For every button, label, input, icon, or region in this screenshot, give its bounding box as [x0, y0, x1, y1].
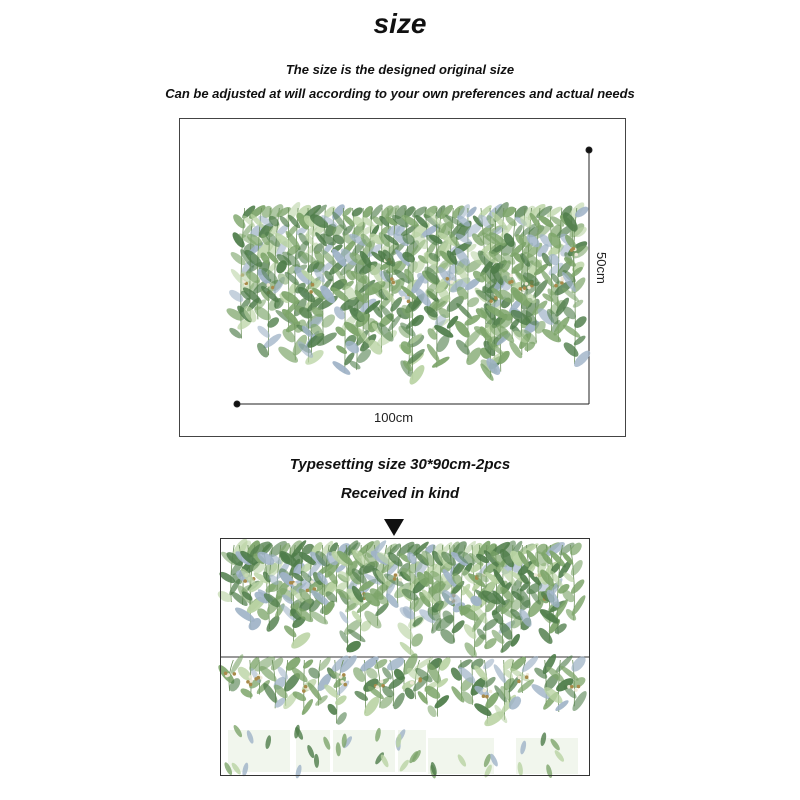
berry	[407, 300, 411, 304]
subtitle-line-1: The size is the designed original size	[285, 62, 515, 77]
berry	[402, 296, 406, 300]
berry	[574, 253, 578, 257]
berry	[518, 287, 522, 291]
berry	[390, 277, 394, 281]
berry	[489, 299, 493, 303]
berry	[450, 280, 454, 284]
berry	[309, 290, 313, 294]
berry	[446, 277, 450, 281]
width-label: 100cm	[374, 410, 414, 425]
berry	[311, 283, 315, 287]
berry	[267, 283, 271, 287]
foliage-illustration	[225, 200, 593, 387]
berry	[571, 247, 575, 251]
down-triangle-icon	[384, 519, 404, 536]
received-sheets-frame	[220, 538, 590, 776]
berry	[509, 274, 513, 278]
berry	[561, 278, 565, 282]
berry	[391, 281, 395, 285]
berry	[510, 280, 514, 284]
berry	[523, 286, 527, 290]
received-in-kind: Received in kind	[340, 485, 460, 502]
page-title: size	[373, 8, 427, 39]
berry	[554, 284, 558, 288]
subtitle-line-2: Can be adjusted at will according to your own preferences and actual needs	[165, 86, 635, 101]
height-label: 50cm	[594, 252, 609, 284]
typesetting-size: Typesetting size 30*90cm-2pcs	[289, 456, 511, 473]
berry	[560, 281, 564, 285]
